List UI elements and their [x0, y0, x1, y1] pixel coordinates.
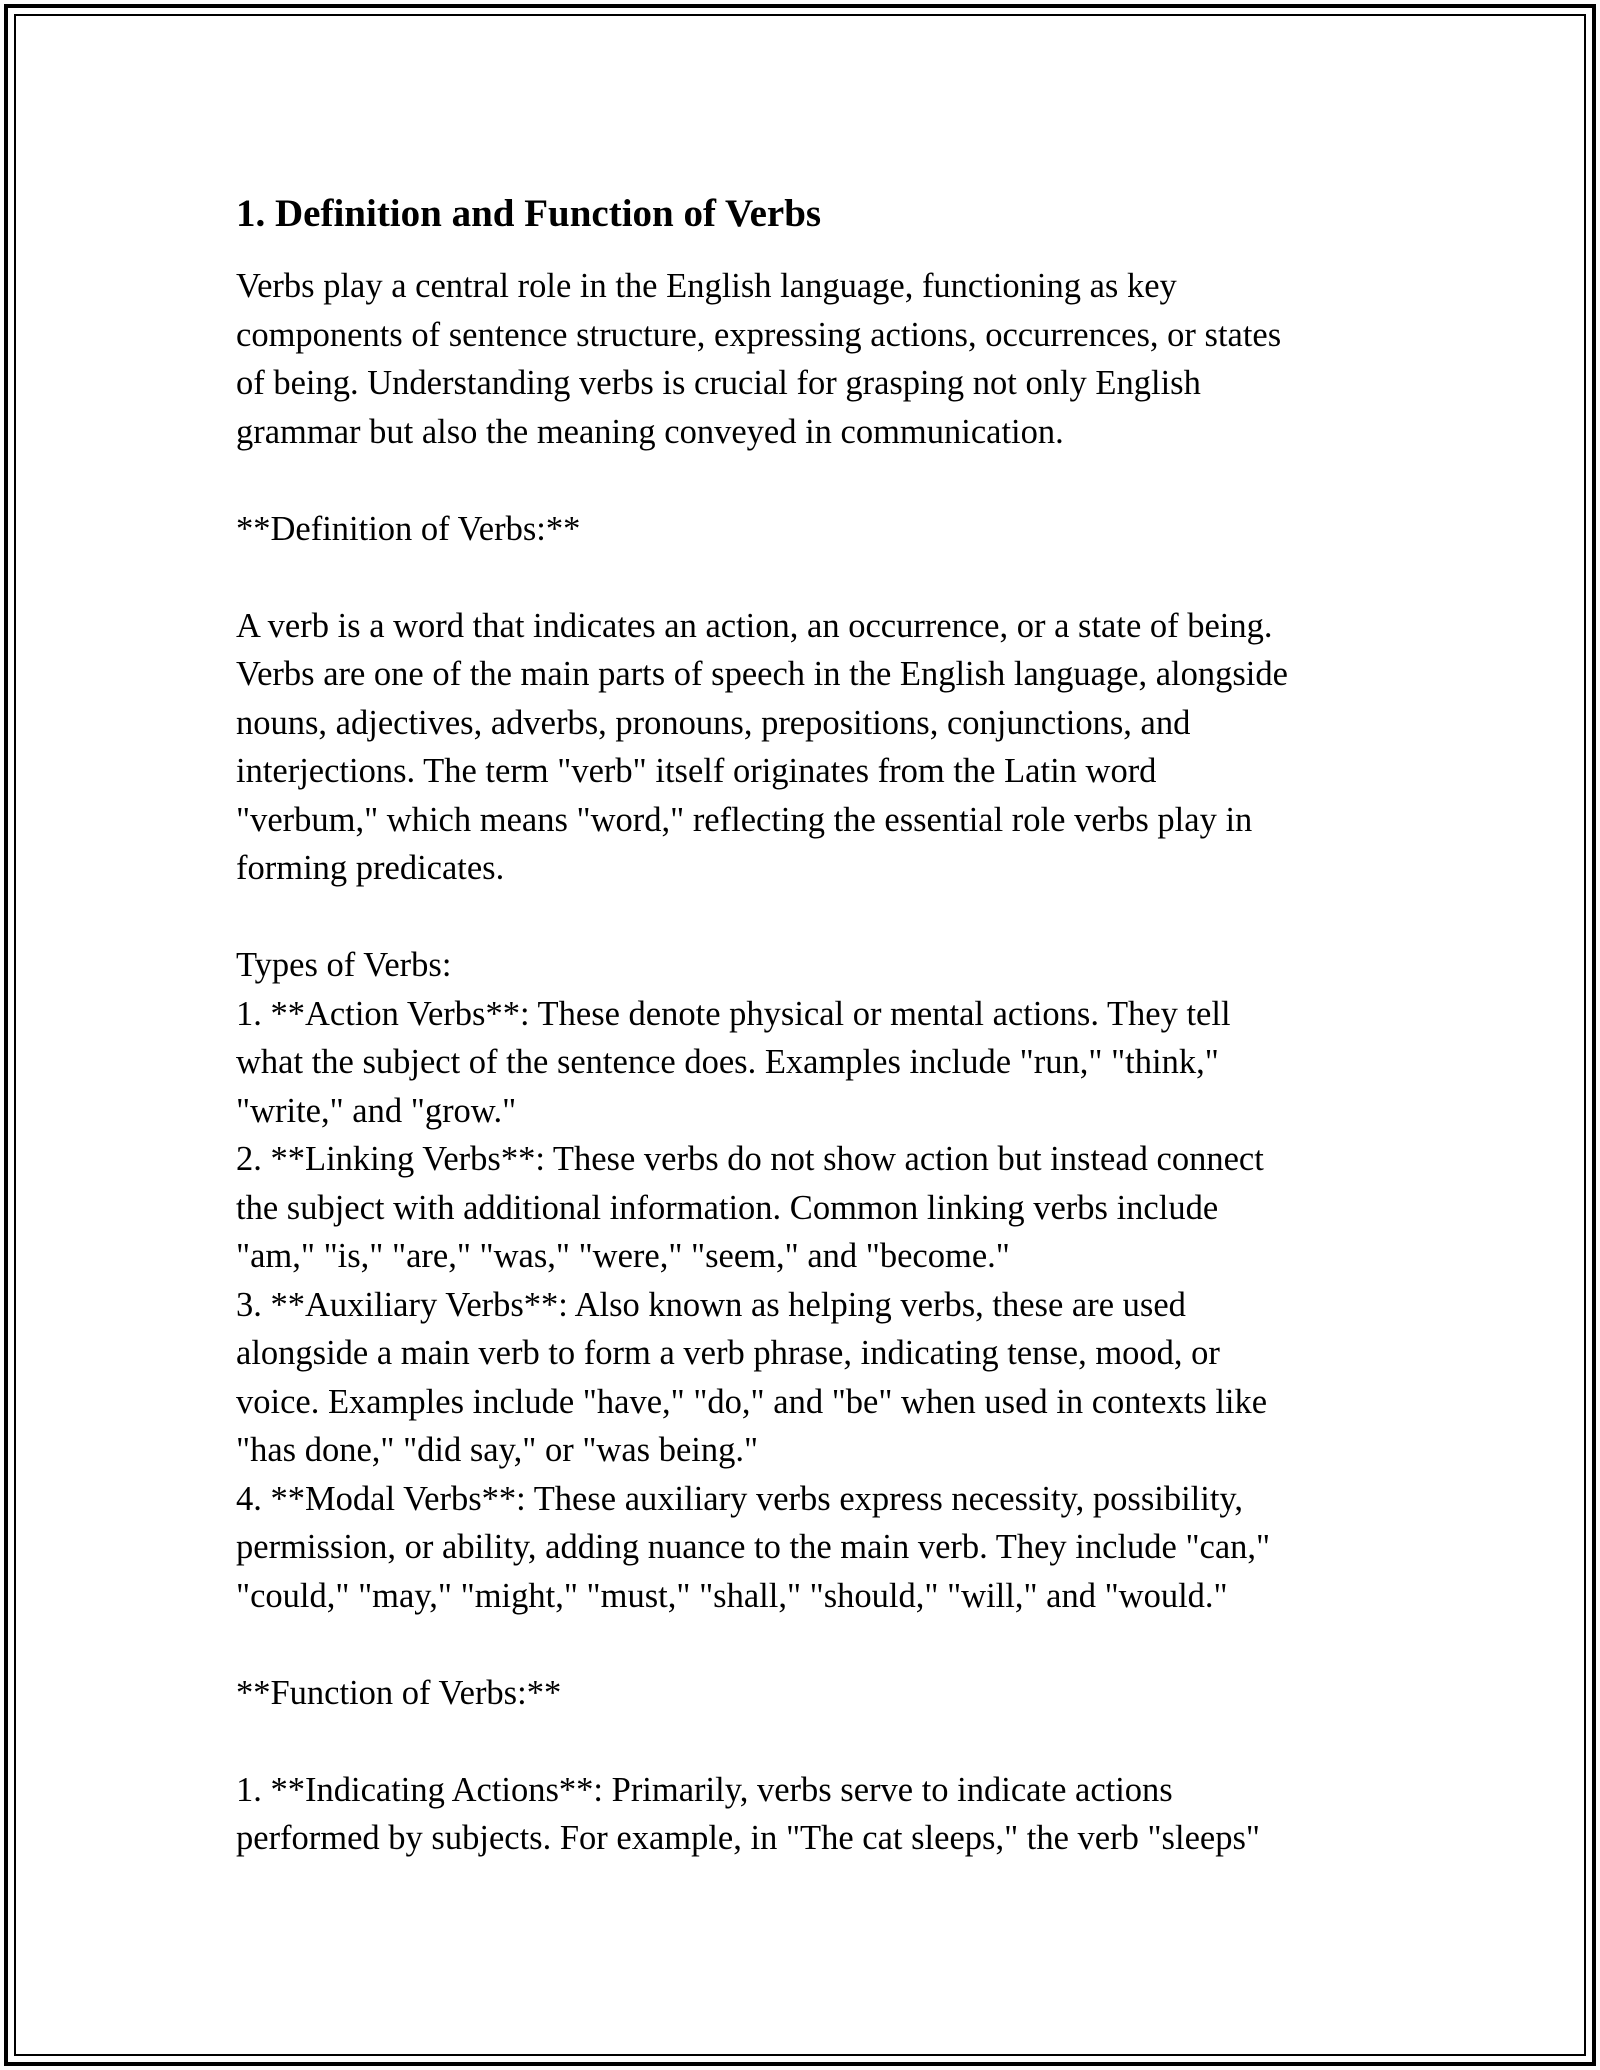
text-line: **Definition of Verbs:**	[236, 509, 581, 548]
section-title: 1. Definition and Function of Verbs	[236, 192, 822, 235]
text-line: 4. **Modal Verbs**: These auxiliary verbs express necessity, possibility,	[236, 1479, 1244, 1518]
text-line: 1. **Indicating Actions**: Primarily, verbs serve to indicate actions	[236, 1770, 1173, 1809]
text-line: "could," "may," "might," "must," "shall," "should," "will," and "would."	[236, 1576, 1228, 1615]
text-line: voice. Examples include "have," "do," and "be" when used in contexts like	[236, 1382, 1268, 1421]
blank-line	[236, 893, 1386, 942]
blank-line	[236, 456, 1386, 505]
text-line: "write," and "grow."	[236, 1091, 517, 1130]
text-line: A verb is a word that indicates an action, an occurrence, or a state of being.	[236, 606, 1273, 645]
text-line: what the subject of the sentence does. Examples include "run," "think,"	[236, 1043, 1219, 1081]
blank-line	[236, 1717, 1386, 1766]
document-body	[236, 186, 1386, 1863]
text-line: Verbs play a central role in the English language, functioning as key	[236, 267, 1177, 305]
text-line: grammar but also the meaning conveyed in communication.	[236, 412, 1064, 451]
text-line: forming predicates.	[236, 849, 505, 887]
text-line: **Function of Verbs:**	[236, 1673, 562, 1712]
text-line: "am," "is," "are," "was," "were," "seem," and "become."	[236, 1237, 1010, 1275]
text-lines	[236, 262, 1386, 1863]
text-line: 1. **Action Verbs**: These denote physical or mental actions. They tell	[236, 994, 1231, 1033]
blank-line	[236, 553, 1386, 602]
text-line: 2. **Linking Verbs**: These verbs do not show action but instead connect	[236, 1140, 1264, 1178]
text-line: "verbum," which means "word," reflecting the essential role verbs play in	[236, 800, 1253, 839]
text-line: Verbs are one of the main parts of speech in the English language, alongside	[236, 655, 1288, 693]
text-line: permission, or ability, adding nuance to the main verb. They include "can,"	[236, 1528, 1271, 1566]
text-line: performed by subjects. For example, in "The cat sleeps," the verb "sleeps"	[236, 1819, 1260, 1857]
text-line: components of sentence structure, expressing actions, occurrences, or states	[236, 315, 1282, 354]
text-line: 3. **Auxiliary Verbs**: Also known as helping verbs, these are used	[236, 1285, 1186, 1324]
text-line: alongside a main verb to form a verb phrase, indicating tense, mood, or	[236, 1334, 1220, 1372]
blank-line	[236, 1620, 1386, 1669]
text-line: interjections. The term "verb" itself originates from the Latin word	[236, 752, 1157, 790]
text-line: "has done," "did say," or "was being."	[236, 1431, 759, 1469]
text-line: Types of Verbs:	[236, 946, 452, 984]
text-line: the subject with additional information. Common linking verbs include	[236, 1188, 1219, 1227]
text-line: nouns, adjectives, adverbs, pronouns, prepositions, conjunctions, and	[236, 703, 1191, 742]
text-line: of being. Understanding verbs is crucial for grasping not only English	[236, 364, 1201, 402]
